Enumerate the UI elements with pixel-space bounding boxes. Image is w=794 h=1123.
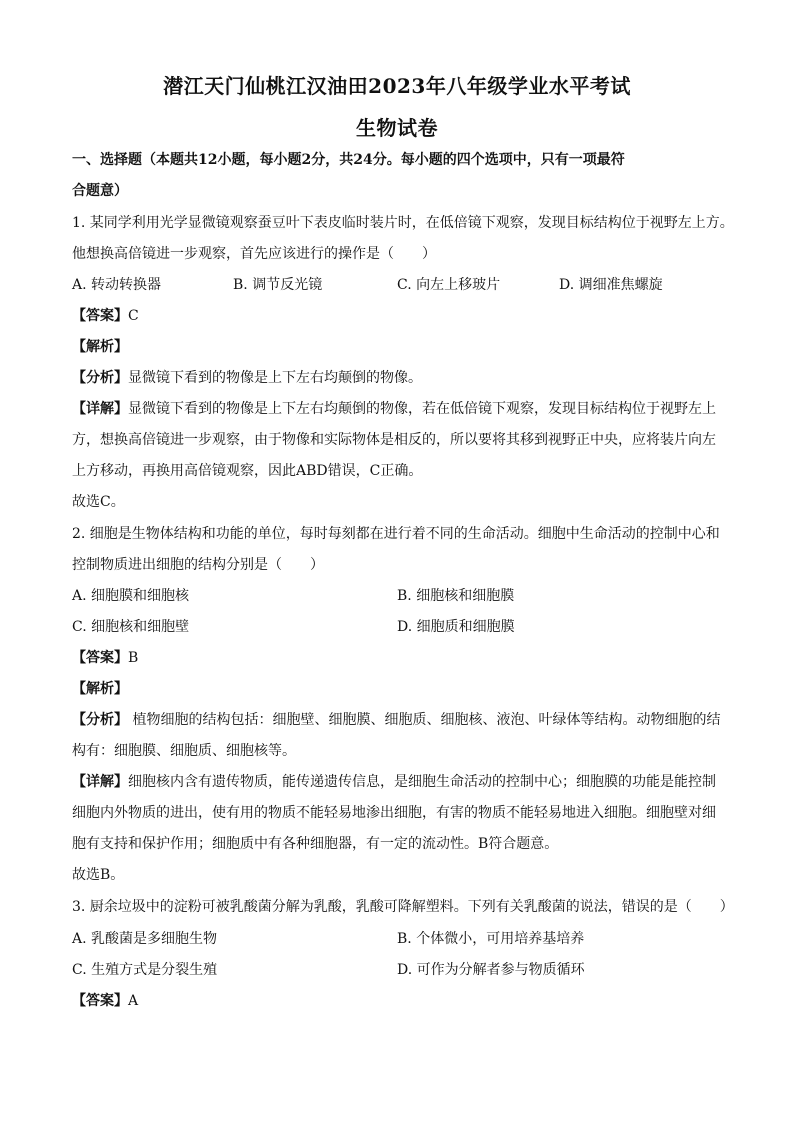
- q2-fenxi-line1: [72, 710, 722, 730]
- q1-detail-line2: 方，想换高倍镜进一步观察，由于物像和实际物体是相反的，所以要将其移到视野正中央，应将装片向左: [72, 432, 716, 448]
- answer-label: 【答案】: [72, 308, 128, 324]
- q2-conclusion: 故选B。: [72, 867, 125, 883]
- q2-option-c: C. 细胞核和细胞壁: [72, 619, 190, 635]
- q1-detail-line3: 上方移动，再换用高倍镜观察，因此ABD错误，C正确。: [72, 463, 423, 479]
- exam-subtitle: 生物试卷: [356, 116, 438, 140]
- q1-fenxi: [72, 368, 722, 388]
- q2-stem-line2: 控制物质进出细胞的结构分别是（ ）: [72, 557, 324, 573]
- q1-analysis-label: 【解析】: [72, 339, 128, 355]
- q1-answer: [72, 306, 722, 326]
- q2-detail-line1: [72, 772, 722, 792]
- section-heading-line1: 一、选择题（本题共12小题，每小题2分，共24分。每小题的四个选项中，只有一项最符: [72, 152, 625, 168]
- answer-label: 【答案】: [72, 993, 128, 1009]
- q3-option-b: B. 个体微小，可用培养基培养: [397, 931, 585, 947]
- q1-detail-line1: [72, 399, 722, 419]
- q3-answer: [72, 991, 722, 1011]
- q2-stem-line1: 2. 细胞是生物体结构和功能的单位，每时每刻都在进行着不同的生命活动。细胞中生命活动的控制中心和: [72, 526, 720, 542]
- q1-option-a: A. 转动转换器: [72, 277, 162, 293]
- q2-option-d: D. 细胞质和细胞膜: [397, 619, 515, 635]
- q3-stem-line1: 3. 厨余垃圾中的淀粉可被乳酸菌分解为乳酸，乳酸可降解塑料。下列有关乳酸菌的说法，错误的是（ ）: [72, 899, 734, 915]
- q1-stem-line2: 他想换高倍镜进一步观察，首先应该进行的操作是（ ）: [72, 246, 436, 262]
- section-heading-line2: 合题意）: [72, 183, 128, 199]
- q2-detail-text1: 细胞核内含有遗传物质，能传递遗传信息，是细胞生命活动的控制中心；细胞膜的功能是能控制: [128, 774, 716, 790]
- exam-title: 潜江天门仙桃江汉油田2023年八年级学业水平考试: [163, 74, 631, 98]
- answer-label: 【答案】: [72, 650, 128, 666]
- xiangjie-label: 【详解】: [72, 401, 128, 417]
- q3-option-d: D. 可作为分解者参与物质循环: [397, 962, 585, 978]
- q1-detail-text1: 显微镜下看到的物像是上下左右均颠倒的物像，若在低倍镜下观察，发现目标结构位于视野左上: [128, 401, 716, 417]
- q1-answer-value: C: [128, 308, 139, 324]
- q2-detail-line3: 胞有支持和保护作用；细胞质中有各种细胞器，有一定的流动性。B符合题意。: [72, 836, 559, 852]
- xiangjie-label: 【详解】: [72, 774, 128, 790]
- q1-fenxi-text: 显微镜下看到的物像是上下左右均颠倒的物像。: [128, 370, 422, 386]
- q2-option-a: A. 细胞膜和细胞核: [72, 588, 190, 604]
- q1-stem-line1: 1. 某同学利用光学显微镜观察蚕豆叶下表皮临时装片时，在低倍镜下观察，发现目标结构位于视野左上方。: [72, 215, 734, 231]
- q1-conclusion: 故选C。: [72, 494, 125, 510]
- q3-option-c: C. 生殖方式是分裂生殖: [72, 962, 218, 978]
- q2-answer: [72, 648, 722, 668]
- q2-fenxi-line2: 构有：细胞膜、细胞质、细胞核等。: [72, 743, 296, 759]
- q1-option-b: B. 调节反光镜: [233, 277, 323, 293]
- q2-detail-line2: 细胞内外物质的进出，使有用的物质不能轻易地渗出细胞，有害的物质不能轻易地进入细胞。细胞壁对细: [72, 805, 716, 821]
- q1-option-c: C. 向左上移玻片: [397, 277, 501, 293]
- q3-option-a: A. 乳酸菌是多细胞生物: [72, 931, 218, 947]
- q2-answer-value: B: [128, 650, 139, 666]
- q1-option-d: D. 调细准焦螺旋: [559, 277, 663, 293]
- q3-answer-value: A: [128, 993, 139, 1009]
- q2-fenxi-text1: 植物细胞的结构包括：细胞壁、细胞膜、细胞质、细胞核、液泡、叶绿体等结构。动物细胞的结: [128, 712, 721, 728]
- fenxi-label: 【分析】: [72, 712, 128, 728]
- q2-option-b: B. 细胞核和细胞膜: [397, 588, 515, 604]
- fenxi-label: 【分析】: [72, 370, 128, 386]
- q2-analysis-label: 【解析】: [72, 681, 128, 697]
